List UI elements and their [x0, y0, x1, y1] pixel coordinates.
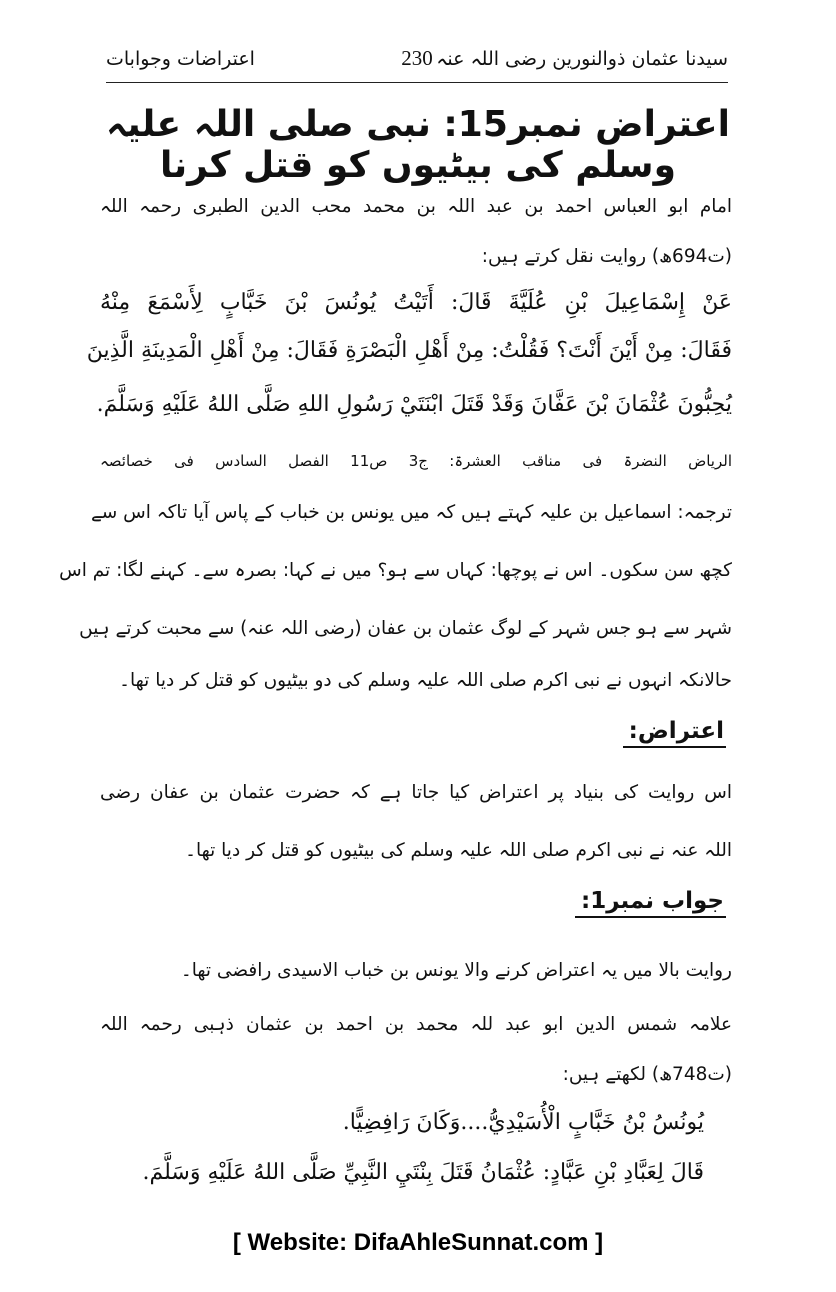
- intro-line-1: امام ابو العباس احمد بن عبد اللہ بن محمد محب الدین الطبری رحمہ اللہ: [100, 196, 732, 217]
- objection-heading: اعتراض:: [623, 718, 726, 748]
- arabic-quote-line-1: يُونُسُ بْنُ خَبَّابٍ الْأُسَيْدِيُّ....وَكَانَ رَافِضِيًّا.: [342, 1110, 704, 1135]
- translation-line-4: حالانکہ انہوں نے نبی اکرم صلی اللہ علیہ وسلم کی دو بیٹیوں کو قتل کر دیا تھا۔: [119, 670, 732, 691]
- arabic-narration-line-1: عَنْ إِسْمَاعِيلَ بْنِ عُلَيَّةَ قَالَ: أَتَيْتُ يُونُسَ بْنَ خَبَّابٍ لِأَسْمَعَ مِنْهُ: [100, 290, 732, 315]
- running-header: [106, 44, 728, 83]
- chapter-title: اعتراضات وجوابات: [106, 48, 255, 70]
- book-title: سیدنا عثمان ذوالنورین رضی اللہ عنہ: [436, 48, 728, 70]
- reference: الریاض النضرۃ فی مناقب العشرۃ: ج3 ص11 الفصل السادس فی خصائصہ: [100, 452, 732, 470]
- translation-line-1: ترجمہ: اسماعیل بن علیہ کہتے ہیں کہ میں یونس بن خباب کے پاس آیا تاکہ اس سے: [90, 502, 732, 523]
- answer-heading: جواب نمبر1:: [575, 888, 726, 918]
- website-footer: [ Website: DifaAhleSunnat.com ]: [232, 1229, 604, 1256]
- intro-line-2: (ت694ھ) روایت نقل کرتے ہیں:: [481, 246, 732, 267]
- arabic-narration-line-2: فَقَالَ: مِنْ أَيْنَ أَنْتَ؟ فَقُلْتُ: مِنْ أَهْلِ الْبَصْرَةِ فَقَالَ: مِنْ أَهْلِ الْمَدِينَةِ الَّذِينَ: [86, 338, 732, 363]
- arabic-narration-line-3: يُحِبُّونَ عُثْمَانَ بْنَ عَفَّانَ وَقَدْ قَتَلَ ابْنَتَيْ رَسُولِ اللهِ صَلَّى اللهُ عَلَيْهِ وَسَلَّمَ.: [96, 392, 732, 417]
- objection-line-2: اللہ عنہ نے نبی اکرم صلی اللہ علیہ وسلم کی بیٹیوں کو قتل کر دیا تھا۔: [185, 840, 732, 861]
- answer-line-3: (ت748ھ) لکھتے ہیں:: [562, 1064, 732, 1085]
- answer-line-1: روایت بالا میں یہ اعتراض کرنے والا یونس بن خباب الاسیدی رافضی تھا۔: [180, 960, 732, 981]
- objection-line-1: اس روایت کی بنیاد پر اعتراض کیا جاتا ہے کہ حضرت عثمان بن عفان رضی: [100, 782, 732, 803]
- translation-line-3: شہر سے ہو جس شہر کے لوگ عثمان بن عفان (رضی اللہ عنہ) سے محبت کرتے ہیں: [79, 618, 732, 639]
- page-title: اعتراض نمبر15: نبی صلی اللہ علیہ وسلم کی بیٹیوں کو قتل کرنا: [106, 104, 730, 186]
- page-number: 230: [401, 46, 433, 70]
- arabic-quote-line-2: قَالَ لِعَبَّادِ بْنِ عَبَّادٍ: عُثْمَانُ قَتَلَ بِنْتَيِ النَّبِيِّ صَلَّى اللهُ عَلَيْهِ وَسَلَّمَ.: [142, 1160, 704, 1185]
- answer-line-2: علامہ شمس الدین ابو عبد للہ محمد بن احمد بن عثمان ذہبی رحمہ اللہ: [100, 1014, 732, 1035]
- translation-line-2: کچھ سن سکوں۔ اس نے پوچھا: کہاں سے ہو؟ میں نے کہا: بصرہ سے۔ کہنے لگا: تم اس: [59, 560, 732, 581]
